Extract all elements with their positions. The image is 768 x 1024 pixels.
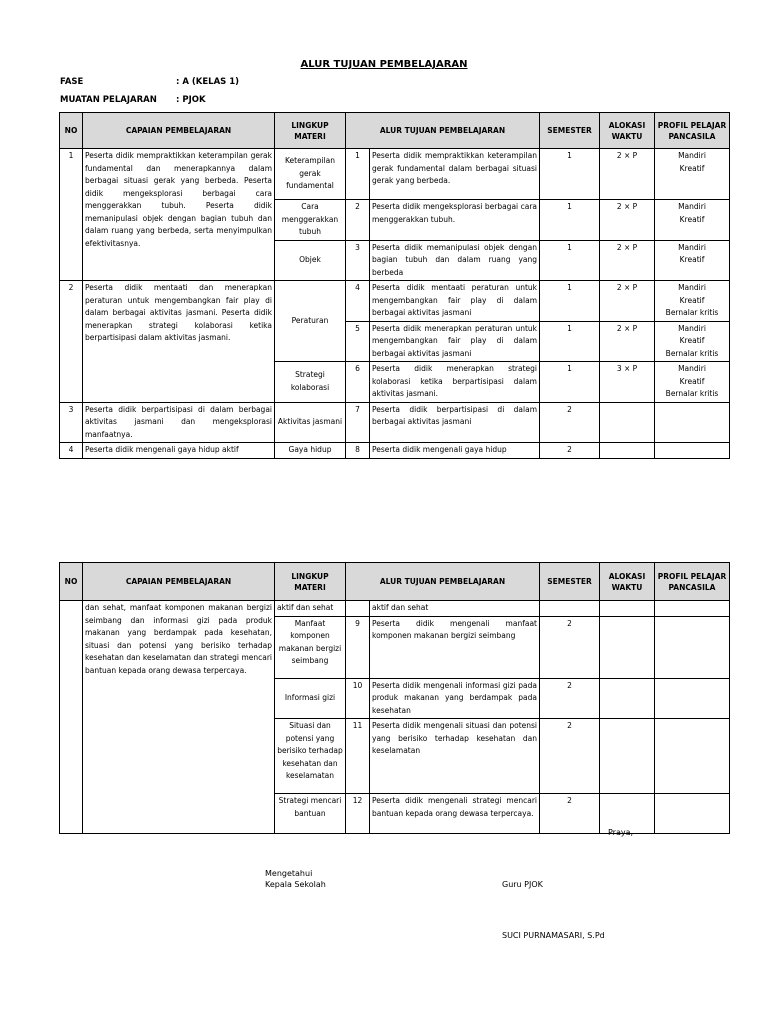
header-semester: SEMESTER (540, 563, 600, 601)
atp-number: 9 (346, 616, 370, 678)
document-title: ALUR TUJUAN PEMBELAJARAN (300, 59, 468, 70)
atp-text: Peserta didik mentaati peraturan untuk mengembangkan fair play di dalam berbagai aktivitas jasmani (370, 281, 540, 322)
semester-cell: 2 (540, 678, 600, 719)
atp-number: 8 (346, 443, 370, 459)
header-lingkup: LINGKUP MATERI (275, 563, 346, 601)
cp-text-continued: dan sehat, manfaat komponen makanan bergizi seimbang dan informasi gizi pada produk makanan yang berdampak pada kesehatan, situasi dan potensi yang berisiko terhadap kesehatan dan keselamatan dan strategi mencari bantuan kepada orang dewasa terpercaya. (83, 601, 275, 834)
cp-number: 1 (60, 149, 83, 281)
profil-cell (655, 719, 730, 794)
alokasi-cell: 2 × P (600, 240, 655, 281)
atp-number: 7 (346, 402, 370, 443)
signature-mengetahui: Mengetahui (265, 869, 313, 878)
semester-cell: 2 (540, 402, 600, 443)
header-atp: ALUR TUJUAN PEMBELAJARAN (346, 563, 540, 601)
alokasi-cell: 3 × P (600, 362, 655, 403)
semester-cell: 1 (540, 149, 600, 200)
header-capaian: CAPAIAN PEMBELAJARAN (83, 113, 275, 149)
lingkup-cell-continued: aktif dan sehat (275, 601, 346, 617)
lingkup-cell: Cara menggerakkan tubuh (275, 200, 346, 241)
atp-number: 6 (346, 362, 370, 403)
header-alokasi: ALOKASI WAKTU (600, 113, 655, 149)
atp-number: 3 (346, 240, 370, 281)
alokasi-cell: 2 × P (600, 321, 655, 362)
atp-text: Peserta didik memanipulasi objek dengan bagian tubuh dan dalam ruang yang berbeda (370, 240, 540, 281)
cp-text: Peserta didik berpartisipasi di dalam berbagai aktivitas jasmani dan mengeksplorasi manfaatnya. (83, 402, 275, 443)
alokasi-cell: 2 × P (600, 281, 655, 322)
profil-cell: Mandiri Kreatif Bernalar kritis (655, 281, 730, 322)
table-header-row (60, 563, 730, 601)
lingkup-cell: Strategi mencari bantuan (275, 794, 346, 834)
lingkup-cell: Manfaat komponen makanan bergizi seimbang (275, 616, 346, 678)
atp-text: Peserta didik mengeksplorasi berbagai cara menggerakkan tubuh. (370, 200, 540, 241)
signature-guru-name: SUCI PURNAMASARI, S.Pd (502, 931, 605, 940)
lingkup-cell: Aktivitas jasmani (275, 402, 346, 443)
atp-number (346, 601, 370, 617)
alokasi-cell (600, 601, 655, 617)
atp-text: Peserta didik mengenali gaya hidup (370, 443, 540, 459)
alokasi-cell: 2 × P (600, 200, 655, 241)
alokasi-cell: 2 × P (600, 149, 655, 200)
alokasi-cell (600, 719, 655, 794)
atp-text: Peserta didik mengenali informasi gizi pada produk makanan yang berdampak pada kesehatan (370, 678, 540, 719)
table-header-row (60, 113, 730, 149)
atp-number: 5 (346, 321, 370, 362)
header-alokasi: ALOKASI WAKTU (600, 563, 655, 601)
fase-label: FASE (60, 77, 84, 87)
semester-cell: 2 (540, 719, 600, 794)
cp-text: Peserta didik mentaati dan menerapkan peraturan untuk mengembangkan fair play di dalam berbagai aktivitas jasmani. Peserta didik menerapkan strategi kolaborasi ketika berpartisipasi dalam aktivitas jasmani. (83, 281, 275, 403)
lingkup-cell: Informasi gizi (275, 678, 346, 719)
header-no: NO (60, 113, 83, 149)
semester-cell: 1 (540, 240, 600, 281)
atp-number: 11 (346, 719, 370, 794)
signature-guru: Guru PJOK (502, 880, 543, 889)
semester-cell: 1 (540, 362, 600, 403)
muatan-label: MUATAN PELAJARAN (60, 95, 157, 105)
profil-cell (655, 601, 730, 617)
muatan-value: : PJOK (176, 95, 206, 105)
header-lingkup: LINGKUP MATERI (275, 113, 346, 149)
lingkup-cell: Objek (275, 240, 346, 281)
lingkup-cell: Peraturan (275, 281, 346, 362)
semester-cell: 1 (540, 281, 600, 322)
header-profil: PROFIL PELAJAR PANCASILA (655, 113, 730, 149)
header-atp: ALUR TUJUAN PEMBELAJARAN (346, 113, 540, 149)
semester-cell: 1 (540, 321, 600, 362)
profil-cell: Mandiri Kreatif (655, 149, 730, 200)
cp-number: 2 (60, 281, 83, 403)
alokasi-cell (600, 402, 655, 443)
lingkup-cell: Strategi kolaborasi (275, 362, 346, 403)
lingkup-cell: Keterampilan gerak fundamental (275, 149, 346, 200)
semester-cell: 2 (540, 616, 600, 678)
atp-text: Peserta didik mempraktikkan keterampilan gerak fundamental dalam berbagai situasi gerak yang berbeda. (370, 149, 540, 200)
table-row (60, 402, 730, 443)
signature-kepala-sekolah: Kepala Sekolah (265, 880, 326, 889)
cp-text: Peserta didik mengenali gaya hidup aktif (83, 443, 275, 459)
atp-number: 12 (346, 794, 370, 834)
table-row (60, 281, 730, 322)
fase-value: : A (KELAS 1) (176, 77, 240, 87)
lingkup-cell: Situasi dan potensi yang berisiko terhadap kesehatan dan keselamatan (275, 719, 346, 794)
atp-text: Peserta didik mengenali situasi dan potensi yang berisiko terhadap kesehatan dan keselamatan (370, 719, 540, 794)
atp-number: 1 (346, 149, 370, 200)
atp-text: Peserta didik menerapkan peraturan untuk mengembangkan fair play di dalam berbagai aktivitas jasmani (370, 321, 540, 362)
atp-text: Peserta didik mengenali strategi mencari bantuan kepada orang dewasa terpercaya. (370, 794, 540, 834)
atp-number: 4 (346, 281, 370, 322)
profil-cell: Mandiri Kreatif (655, 200, 730, 241)
signature-place: Praya, (608, 828, 634, 837)
profil-cell (655, 443, 730, 459)
profil-cell (655, 678, 730, 719)
alokasi-cell (600, 616, 655, 678)
profil-cell: Mandiri Kreatif (655, 240, 730, 281)
header-semester: SEMESTER (540, 113, 600, 149)
header-profil: PROFIL PELAJAR PANCASILA (655, 563, 730, 601)
atp-table-page-1 (59, 112, 730, 459)
profil-cell: Mandiri Kreatif Bernalar kritis (655, 362, 730, 403)
semester-cell: 1 (540, 200, 600, 241)
atp-text: Peserta didik mengenali manfaat komponen makanan bergizi seimbang (370, 616, 540, 678)
cp-number: 3 (60, 402, 83, 443)
profil-cell: Mandiri Kreatif Bernalar kritis (655, 321, 730, 362)
profil-cell (655, 616, 730, 678)
lingkup-cell: Gaya hidup (275, 443, 346, 459)
atp-number: 10 (346, 678, 370, 719)
table-row (60, 601, 730, 617)
profil-cell (655, 794, 730, 834)
atp-text: Peserta didik menerapkan strategi kolaborasi ketika berpartisipasi dalam aktivitas jasmani. (370, 362, 540, 403)
atp-table-page-2 (59, 562, 730, 834)
semester-cell (540, 601, 600, 617)
cp-text: Peserta didik mempraktikkan keterampilan gerak fundamental dan menerapkannya dalam berbagai situasi gerak yang berbeda. Peserta didik mengeksplorasi berbagai cara menggerakkan tubuh. Peserta didik memanipulasi objek dengan bagian tubuh dan dalam ruang yang berbeda, serta menyimpulkan efektivitasnya. (83, 149, 275, 281)
alokasi-cell (600, 443, 655, 459)
cp-number: 4 (60, 443, 83, 459)
alokasi-cell (600, 678, 655, 719)
table-row (60, 443, 730, 459)
atp-text: Peserta didik berpartisipasi di dalam berbagai aktivitas jasmani (370, 402, 540, 443)
header-no: NO (60, 563, 83, 601)
semester-cell: 2 (540, 794, 600, 834)
atp-text-continued: aktif dan sehat (370, 601, 540, 617)
cp-number (60, 601, 83, 834)
atp-number: 2 (346, 200, 370, 241)
header-capaian: CAPAIAN PEMBELAJARAN (83, 563, 275, 601)
profil-cell (655, 402, 730, 443)
semester-cell: 2 (540, 443, 600, 459)
table-row (60, 149, 730, 200)
